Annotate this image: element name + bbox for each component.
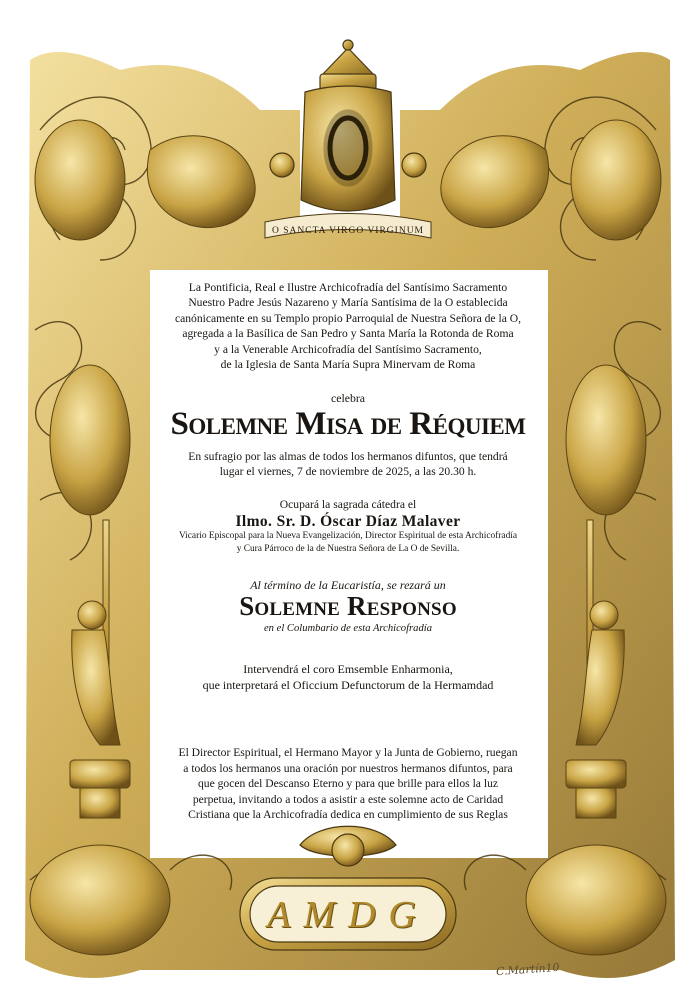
intro-line: de la Iglesia de Santa María Supra Minervam de Roma xyxy=(220,358,476,372)
director-paragraph xyxy=(0,745,696,823)
sufragio-paragraph xyxy=(0,449,696,480)
responso-title: Solemne Responso xyxy=(239,591,457,621)
ocupara-text: Ocupará la sagrada cátedra el xyxy=(279,498,417,511)
coro-line: Intervendrá el coro Emsemble Enharmonia, xyxy=(243,662,453,676)
intro-line: y a la Venerable Archicofradía del Santísimo Sacramento, xyxy=(214,342,482,356)
sufragio-line: lugar el viernes, 7 de noviembre de 2025, a las 20.30 h. xyxy=(219,465,477,479)
requiem-title: Solemne Misa de Réquiem xyxy=(170,406,526,442)
director-line: perpetua, invitando a todos a asistir a este solemne acto de Caridad xyxy=(192,792,504,806)
director-line: Cristiana que la Archicofradía dedica en cumplimiento de sus Reglas xyxy=(188,808,508,822)
director-line: a todos los hermanos una oración por nuestros hermanos difuntos, para xyxy=(183,761,513,775)
intro-line: Nuestro Padre Jesús Nazareno y María Santísima de la O establecida xyxy=(188,296,508,310)
intro-line: agregada a la Basílica de San Pedro y Santa María la Rotonda de Roma xyxy=(182,327,514,341)
amdg-monogram: AMDG xyxy=(267,894,429,936)
intro-line: La Pontificia, Real e Ilustre Archicofradía del Santísimo Sacramento xyxy=(188,281,508,294)
motto-text: O SANCTA VIRGO VIRGINUM xyxy=(272,226,424,236)
sufragio-line: En sufragio por las almas de todos los hermanos difuntos, que tendrá xyxy=(188,450,508,463)
termino-text: Al término de la Eucaristía, se rezará un xyxy=(250,578,446,592)
preacher-titles xyxy=(0,530,696,555)
coro-paragraph xyxy=(0,661,696,693)
preacher-name: Ilmo. Sr. D. Óscar Díaz Malaver xyxy=(235,513,461,530)
intro-paragraph xyxy=(0,280,696,372)
director-line: El Director Espiritual, el Hermano Mayor y la Junta de Gobierno, ruegan xyxy=(178,746,518,759)
intro-line: canónicamente en su Templo propio Parroquial de Nuestra Señora de la O, xyxy=(174,311,522,325)
columbario-text: en el Columbario de esta Archicofradía xyxy=(263,623,432,634)
artist-signature: C.Martín10 xyxy=(495,960,561,979)
coro-line: que interpretará el Oficcium Defunctorum de la Hermamdad xyxy=(202,678,494,692)
director-line: que gocen del Descanso Eterno y para que brille para ellos la luz xyxy=(197,777,499,791)
celebra-text: celebra xyxy=(330,391,366,405)
preacher-title-line: Vicario Episcopal para la Nueva Evangelización, Director Espiritual de esta Archicofradía xyxy=(178,531,518,541)
preacher-title-line: y Cura Párroco de la de Nuestra Señora de La O de Sevilla. xyxy=(236,543,460,554)
